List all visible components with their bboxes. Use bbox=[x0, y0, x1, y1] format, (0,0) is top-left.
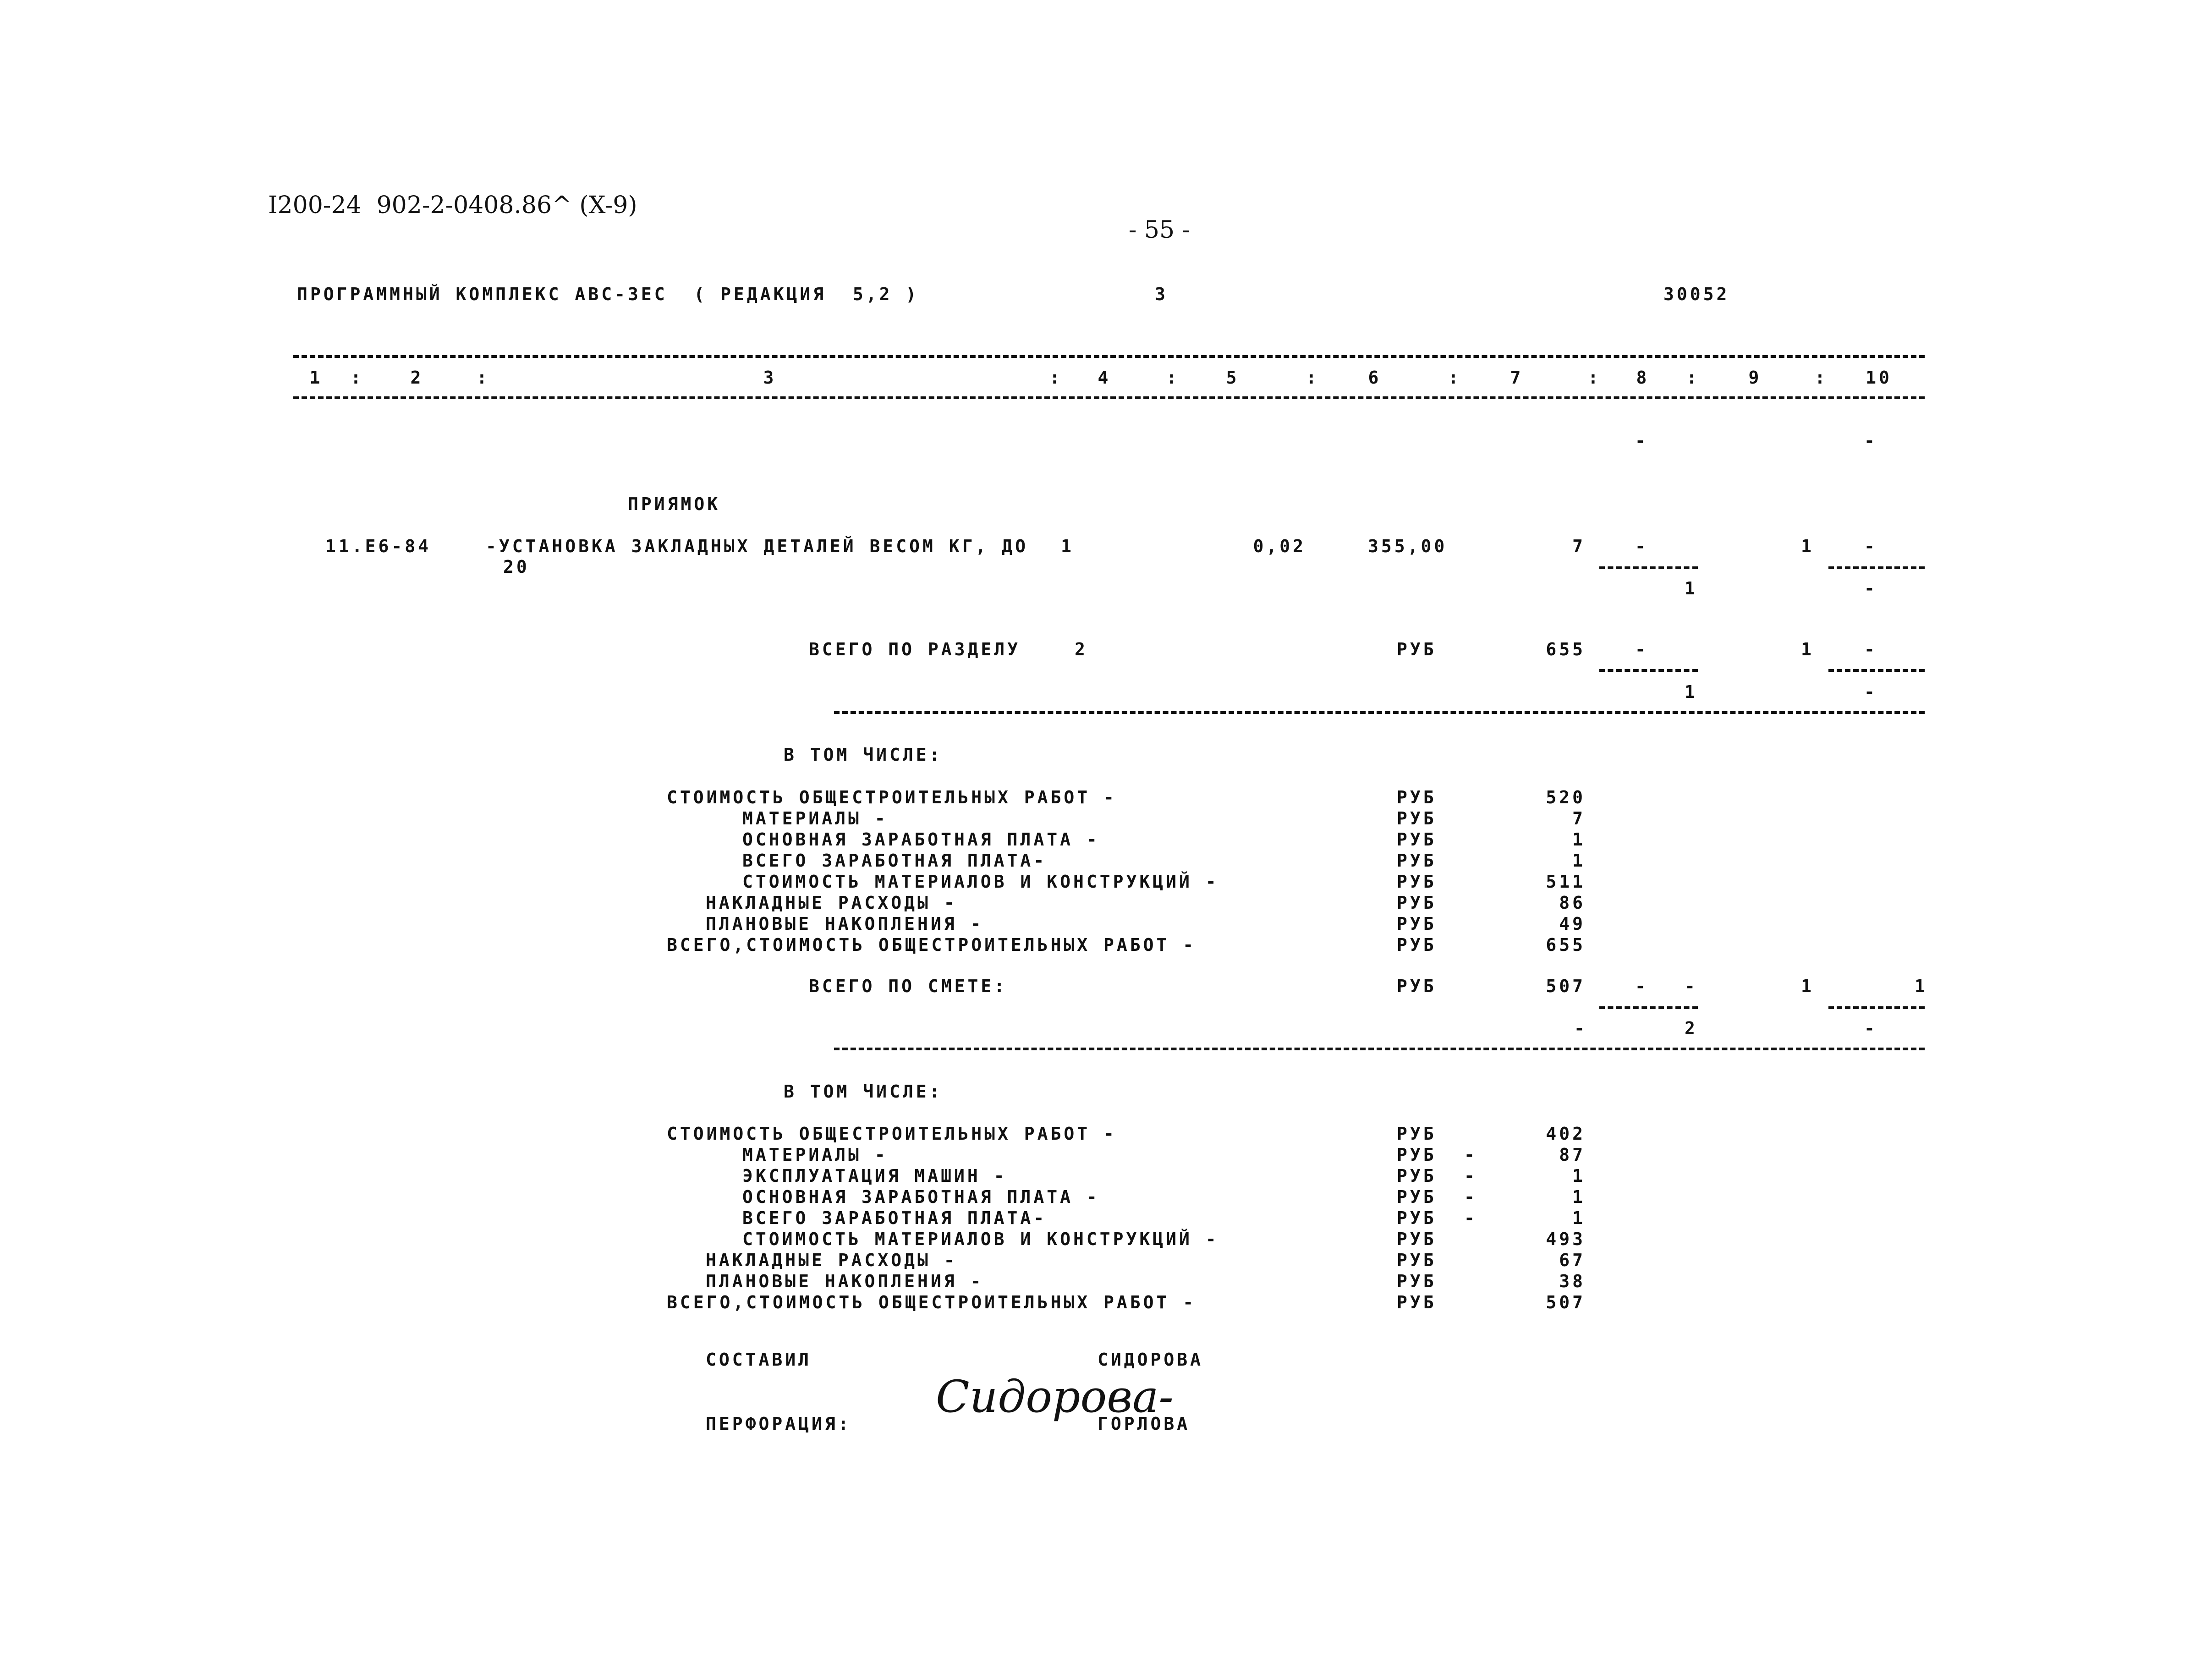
breakdown-row-unit: РУБ bbox=[1397, 1292, 1437, 1312]
signature: Сидорова- bbox=[936, 1371, 1174, 1422]
breakdown-row-label: МАТЕРИАЛЫ - bbox=[742, 1145, 888, 1165]
entry-c9: 1 bbox=[1801, 536, 1814, 556]
breakdown-2-heading: В ТОМ ЧИСЛЕ: bbox=[784, 1081, 943, 1102]
col-8-header: 8 bbox=[1636, 368, 1650, 388]
breakdown-row-label: НАКЛАДНЫЕ РАСХОДЫ - bbox=[706, 1250, 957, 1270]
perforation-label: ПЕРФОРАЦИЯ: bbox=[706, 1414, 851, 1434]
breakdown-row-label: СТОИМОСТЬ МАТЕРИАЛОВ И КОНСТРУКЦИЙ - bbox=[742, 872, 1219, 892]
breakdown-row-label: НАКЛАДНЫЕ РАСХОДЫ - bbox=[706, 893, 957, 913]
top-dash-c10: - bbox=[1864, 431, 1877, 451]
breakdown-row-dash: - bbox=[1464, 1187, 1477, 1207]
col-sep: : bbox=[1049, 368, 1063, 388]
breakdown-row-value: 86 bbox=[1559, 893, 1586, 913]
section-total-c4: 2 bbox=[1075, 639, 1088, 659]
col-sep: : bbox=[1166, 368, 1180, 388]
breakdown-row-value: 655 bbox=[1546, 935, 1586, 955]
breakdown-row-unit: РУБ bbox=[1397, 1187, 1437, 1207]
top-dash-c8: - bbox=[1635, 431, 1648, 451]
entry-sub-c10: - bbox=[1864, 578, 1877, 598]
breakdown-row-dash: - bbox=[1464, 1166, 1477, 1186]
col-4-header: 4 bbox=[1098, 368, 1111, 388]
page-number: - 55 - bbox=[1128, 216, 1191, 244]
breakdown-row-value: 511 bbox=[1546, 872, 1586, 892]
section-total-c9: 1 bbox=[1801, 639, 1814, 659]
breakdown-row-label: ПЛАНОВЫЕ НАКОПЛЕНИЯ - bbox=[706, 1271, 984, 1291]
breakdown-row-value: 1 bbox=[1572, 851, 1586, 871]
col-2-header: 2 bbox=[410, 368, 424, 388]
sub-rule bbox=[1599, 1006, 1698, 1009]
breakdown-row-unit: РУБ bbox=[1397, 935, 1437, 955]
section-total-unit: РУБ bbox=[1397, 639, 1437, 659]
sheet-number: 3 bbox=[1155, 284, 1168, 304]
col-sep: : bbox=[1588, 368, 1601, 388]
estimate-total-unit: РУБ bbox=[1397, 976, 1437, 996]
breakdown-row-label: ВСЕГО ЗАРАБОТНАЯ ПЛАТА- bbox=[742, 1208, 1047, 1228]
estimate-total-c10: 1 bbox=[1915, 976, 1928, 996]
breakdown-row-value: 402 bbox=[1546, 1124, 1586, 1144]
estimate-total-c8b: - bbox=[1685, 976, 1698, 996]
section-total-sub-c10: - bbox=[1864, 682, 1877, 702]
breakdown-row-value: 1 bbox=[1572, 829, 1586, 850]
col-sep: : bbox=[1815, 368, 1828, 388]
document-code: I200-24 902-2-0408.86^ (X-9) bbox=[268, 192, 637, 219]
col-6-header: 6 bbox=[1368, 368, 1382, 388]
section-rule bbox=[834, 1048, 1925, 1050]
program-title: ПРОГРАММНЫЙ КОМПЛЕКС АВС-3ЕС ( РЕДАКЦИЯ 5,2 ) bbox=[297, 284, 919, 304]
estimate-total-c9: 1 bbox=[1801, 976, 1814, 996]
breakdown-row-label: МАТЕРИАЛЫ - bbox=[742, 808, 888, 829]
col-1-header: 1 bbox=[309, 368, 323, 388]
sub-rule bbox=[1828, 1006, 1925, 1009]
header-rule-top bbox=[293, 355, 1925, 358]
breakdown-row-label: СТОИМОСТЬ ОБЩЕСТРОИТЕЛЬНЫХ РАБОТ - bbox=[667, 1124, 1117, 1144]
estimate-total-sub-c10: - bbox=[1864, 1018, 1877, 1038]
breakdown-row-unit: РУБ bbox=[1397, 872, 1437, 892]
entry-c4: 1 bbox=[1061, 536, 1074, 556]
sub-rule bbox=[1828, 669, 1925, 672]
breakdown-row-label: ЭКСПЛУАТАЦИЯ МАШИН - bbox=[742, 1166, 1007, 1186]
col-3-header: 3 bbox=[763, 368, 777, 388]
entry-c10: - bbox=[1864, 536, 1877, 556]
breakdown-row-value: 38 bbox=[1559, 1271, 1586, 1291]
section-title: ПРИЯМОК bbox=[628, 494, 721, 514]
entry-c7: 7 bbox=[1572, 536, 1586, 556]
section-total-c7: 655 bbox=[1546, 639, 1586, 659]
entry-code: 11.Е6-84 bbox=[325, 536, 432, 556]
sub-rule bbox=[1599, 669, 1698, 672]
col-10-header: 10 bbox=[1866, 368, 1892, 388]
compiled-label: СОСТАВИЛ bbox=[706, 1350, 812, 1370]
sub-rule bbox=[1828, 566, 1925, 569]
entry-sub-c8: 1 bbox=[1685, 578, 1698, 598]
estimate-total-sub-c8: 2 bbox=[1685, 1018, 1698, 1038]
breakdown-row-unit: РУБ bbox=[1397, 1250, 1437, 1270]
code-number: 30052 bbox=[1663, 284, 1730, 304]
section-total-c8: - bbox=[1635, 639, 1648, 659]
breakdown-row-label: СТОИМОСТЬ ОБЩЕСТРОИТЕЛЬНЫХ РАБОТ - bbox=[667, 787, 1117, 807]
section-total-label: ВСЕГО ПО РАЗДЕЛУ bbox=[809, 639, 1021, 659]
breakdown-row-unit: РУБ bbox=[1397, 914, 1437, 934]
estimate-total-c8a: - bbox=[1635, 976, 1648, 996]
breakdown-row-value: 87 bbox=[1559, 1145, 1586, 1165]
breakdown-row-label: ВСЕГО ЗАРАБОТНАЯ ПЛАТА- bbox=[742, 851, 1047, 871]
header-rule-bottom bbox=[293, 396, 1925, 399]
breakdown-row-value: 49 bbox=[1559, 914, 1586, 934]
col-sep: : bbox=[1686, 368, 1700, 388]
breakdown-row-label: ВСЕГО,СТОИМОСТЬ ОБЩЕСТРОИТЕЛЬНЫХ РАБОТ - bbox=[667, 1292, 1197, 1312]
entry-description: -УСТАНОВКА ЗАКЛАДНЫХ ДЕТАЛЕЙ ВЕСОМ КГ, ДО bbox=[486, 536, 1028, 556]
entry-c8: - bbox=[1635, 536, 1648, 556]
breakdown-row-unit: РУБ bbox=[1397, 829, 1437, 850]
breakdown-row-unit: РУБ bbox=[1397, 808, 1437, 829]
col-sep: : bbox=[1306, 368, 1319, 388]
breakdown-row-unit: РУБ bbox=[1397, 1166, 1437, 1186]
breakdown-row-unit: РУБ bbox=[1397, 851, 1437, 871]
col-7-header: 7 bbox=[1510, 368, 1524, 388]
col-sep: : bbox=[477, 368, 490, 388]
section-rule bbox=[834, 711, 1925, 714]
breakdown-row-unit: РУБ bbox=[1397, 1229, 1437, 1249]
breakdown-1-heading: В ТОМ ЧИСЛЕ: bbox=[784, 745, 943, 765]
breakdown-row-value: 493 bbox=[1546, 1229, 1586, 1249]
breakdown-row-value: 67 bbox=[1559, 1250, 1586, 1270]
entry-description-cont: 20 bbox=[503, 557, 530, 577]
breakdown-row-label: СТОИМОСТЬ МАТЕРИАЛОВ И КОНСТРУКЦИЙ - bbox=[742, 1229, 1219, 1249]
section-total-sub-c8: 1 bbox=[1685, 682, 1698, 702]
entry-c5: 0,02 bbox=[1253, 536, 1306, 556]
breakdown-row-dash: - bbox=[1464, 1208, 1477, 1228]
sub-rule bbox=[1599, 566, 1698, 569]
estimate-total-sub-c7: - bbox=[1574, 1018, 1587, 1038]
breakdown-row-label: ПЛАНОВЫЕ НАКОПЛЕНИЯ - bbox=[706, 914, 984, 934]
breakdown-row-label: ОСНОВНАЯ ЗАРАБОТНАЯ ПЛАТА - bbox=[742, 1187, 1100, 1207]
col-9-header: 9 bbox=[1748, 368, 1762, 388]
breakdown-row-label: ОСНОВНАЯ ЗАРАБОТНАЯ ПЛАТА - bbox=[742, 829, 1100, 850]
col-5-header: 5 bbox=[1226, 368, 1240, 388]
breakdown-row-unit: РУБ bbox=[1397, 893, 1437, 913]
breakdown-row-unit: РУБ bbox=[1397, 787, 1437, 807]
breakdown-row-label: ВСЕГО,СТОИМОСТЬ ОБЩЕСТРОИТЕЛЬНЫХ РАБОТ - bbox=[667, 935, 1197, 955]
breakdown-row-unit: РУБ bbox=[1397, 1208, 1437, 1228]
breakdown-row-value: 1 bbox=[1572, 1166, 1586, 1186]
breakdown-row-value: 507 bbox=[1546, 1292, 1586, 1312]
breakdown-row-unit: РУБ bbox=[1397, 1145, 1437, 1165]
breakdown-row-unit: РУБ bbox=[1397, 1271, 1437, 1291]
breakdown-row-value: 7 bbox=[1572, 808, 1586, 829]
breakdown-row-value: 520 bbox=[1546, 787, 1586, 807]
breakdown-row-dash: - bbox=[1464, 1145, 1477, 1165]
estimate-total-label: ВСЕГО ПО СМЕТЕ: bbox=[809, 976, 1008, 996]
perforation-name: ГОРЛОВА bbox=[1098, 1414, 1191, 1434]
section-total-c10: - bbox=[1864, 639, 1877, 659]
breakdown-row-value: 1 bbox=[1572, 1208, 1586, 1228]
entry-c6: 355,00 bbox=[1368, 536, 1448, 556]
breakdown-row-unit: РУБ bbox=[1397, 1124, 1437, 1144]
breakdown-row-value: 1 bbox=[1572, 1187, 1586, 1207]
compiled-name: СИДОРОВА bbox=[1098, 1350, 1204, 1370]
col-sep: : bbox=[351, 368, 364, 388]
estimate-total-c7: 507 bbox=[1546, 976, 1586, 996]
col-sep: : bbox=[1448, 368, 1461, 388]
